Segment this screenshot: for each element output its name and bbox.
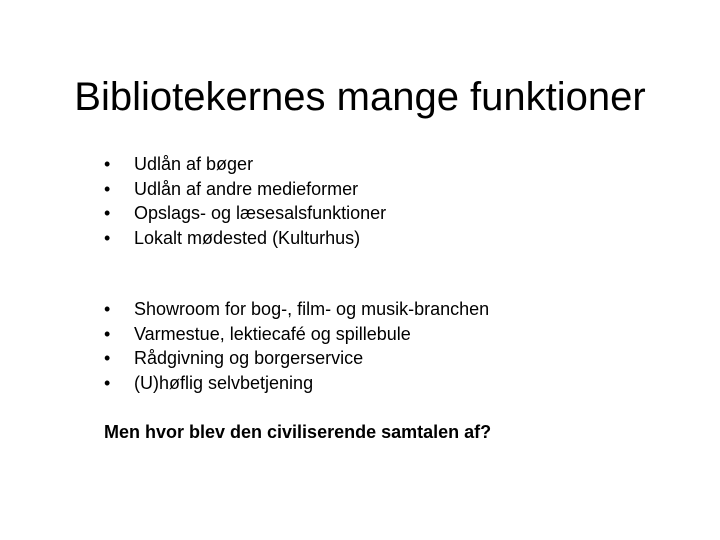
- bullet-icon: •: [104, 178, 111, 199]
- list-item: [104, 297, 489, 322]
- closing-question: Men hvor blev den civiliserende samtalen af?: [104, 422, 492, 442]
- list-item-text: Rådgivning og borgerservice: [134, 348, 364, 368]
- list-item-text: Varmestue, lektiecafé og spillebule: [134, 323, 411, 344]
- list-item: [104, 346, 489, 371]
- list-item-text: Showroom for bog-, film- og musik-branchen: [134, 299, 490, 319]
- list-item-text: Lokalt mødested (Kulturhus): [134, 227, 361, 248]
- list-item: [104, 226, 386, 251]
- bullet-icon: •: [104, 154, 111, 174]
- bullet-icon: •: [104, 372, 111, 393]
- list-item: [104, 152, 386, 177]
- bullet-icon: •: [104, 348, 111, 368]
- list-item-text: Udlån af bøger: [134, 154, 254, 174]
- bullet-icon: •: [104, 299, 111, 319]
- list-item-text: (U)høflig selvbetjening: [134, 372, 314, 393]
- list-item: [104, 371, 489, 396]
- bullet-icon: •: [104, 227, 111, 248]
- bullet-icon: •: [104, 203, 111, 223]
- bullet-icon: •: [104, 323, 111, 344]
- list-item: [104, 322, 489, 347]
- list-item: [104, 201, 386, 226]
- slide-title: Bibliotekernes mange funktioner: [74, 74, 646, 119]
- list-item-text: Opslags- og læsesalsfunktioner: [134, 203, 387, 223]
- list-item: [104, 177, 386, 202]
- list-item-text: Udlån af andre medieformer: [134, 178, 359, 199]
- functions-list-traditional: [104, 152, 386, 250]
- functions-list-modern: [104, 297, 489, 395]
